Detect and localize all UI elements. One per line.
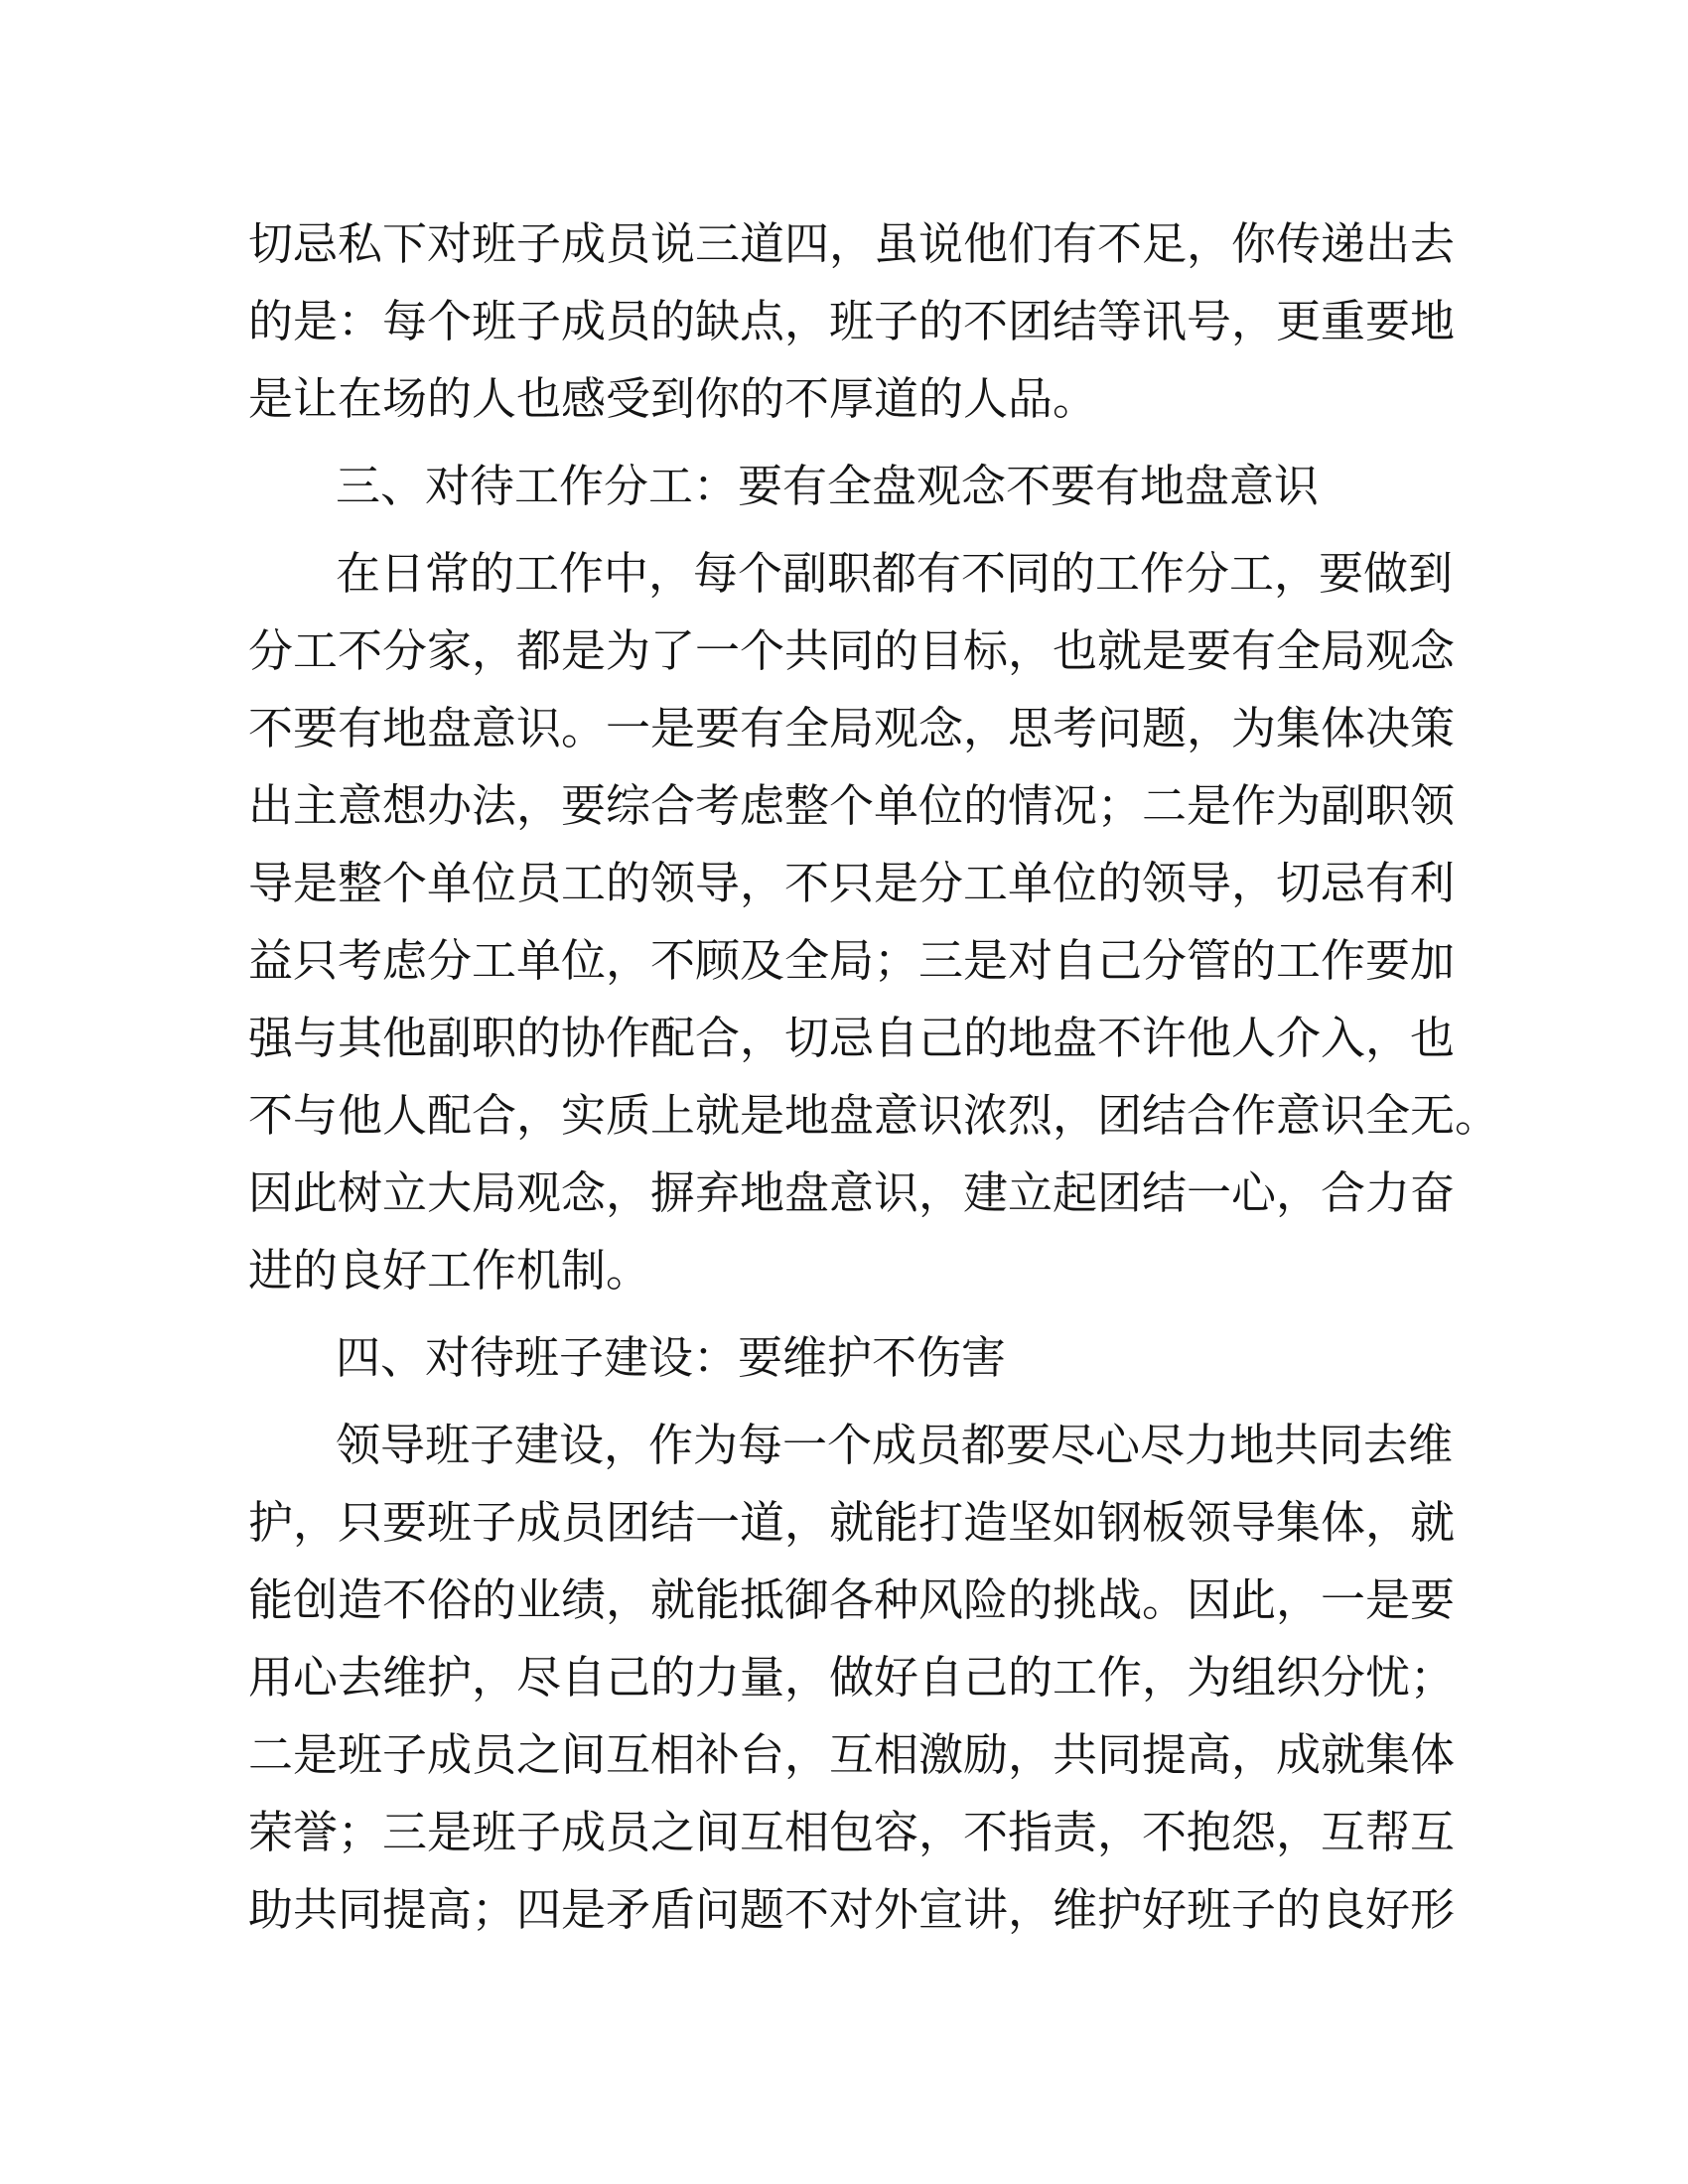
text-line: 导是整个单位员工的领导，不只是分工单位的领导，切忌有利 <box>248 857 1456 909</box>
text-line: 的是：每个班子成员的缺点，班子的不团结等讯号，更重要地 <box>248 295 1456 347</box>
section-heading: 四、对待班子建设：要维护不伤害 <box>336 1331 1007 1384</box>
text-line: 在日常的工作中，每个副职都有不同的工作分工，要做到 <box>336 547 1454 600</box>
text-line: 进的良好工作机制。 <box>248 1244 651 1297</box>
text-line: 强与其他副职的协作配合，切忌自己的地盘不许他人介入，也 <box>248 1012 1456 1064</box>
text-line: 助共同提高；四是矛盾问题不对外宣讲，维护好班子的良好形 <box>248 1883 1456 1936</box>
section-heading: 三、对待工作分工：要有全盘观念不要有地盘意识 <box>336 460 1320 512</box>
text-line: 分工不分家，都是为了一个共同的目标，也就是要有全局观念 <box>248 624 1456 677</box>
text-line: 领导班子建设，作为每一个成员都要尽心尽力地共同去维 <box>336 1419 1454 1471</box>
text-line: 不与他人配合，实质上就是地盘意识浓烈，团结合作意识全无。 <box>248 1089 1500 1142</box>
text-line: 用心去维护，尽自己的力量，做好自己的工作，为组织分忧； <box>248 1651 1456 1704</box>
text-line: 是让在场的人也感受到你的不厚道的人品。 <box>248 372 1098 425</box>
text-line: 因此树立大局观念，摒弃地盘意识，建立起团结一心，合力奋 <box>248 1166 1456 1219</box>
text-line: 出主意想办法，要综合考虑整个单位的情况；二是作为副职领 <box>248 779 1456 832</box>
text-line: 荣誉；三是班子成员之间互相包容，不指责，不抱怨，互帮互 <box>248 1806 1456 1858</box>
text-line: 不要有地盘意识。一是要有全局观念，思考问题，为集体决策 <box>248 702 1456 754</box>
text-line: 能创造不俗的业绩，就能抵御各种风险的挑战。因此，一是要 <box>248 1573 1456 1626</box>
text-line: 益只考虑分工单位，不顾及全局；三是对自己分管的工作要加 <box>248 934 1456 987</box>
text-line: 护，只要班子成员团结一道，就能打造坚如钢板领导集体，就 <box>248 1496 1456 1549</box>
text-line: 二是班子成员之间互相补台，互相激励，共同提高，成就集体 <box>248 1728 1456 1781</box>
text-line: 切忌私下对班子成员说三道四，虽说他们有不足，你传递出去 <box>248 217 1456 270</box>
